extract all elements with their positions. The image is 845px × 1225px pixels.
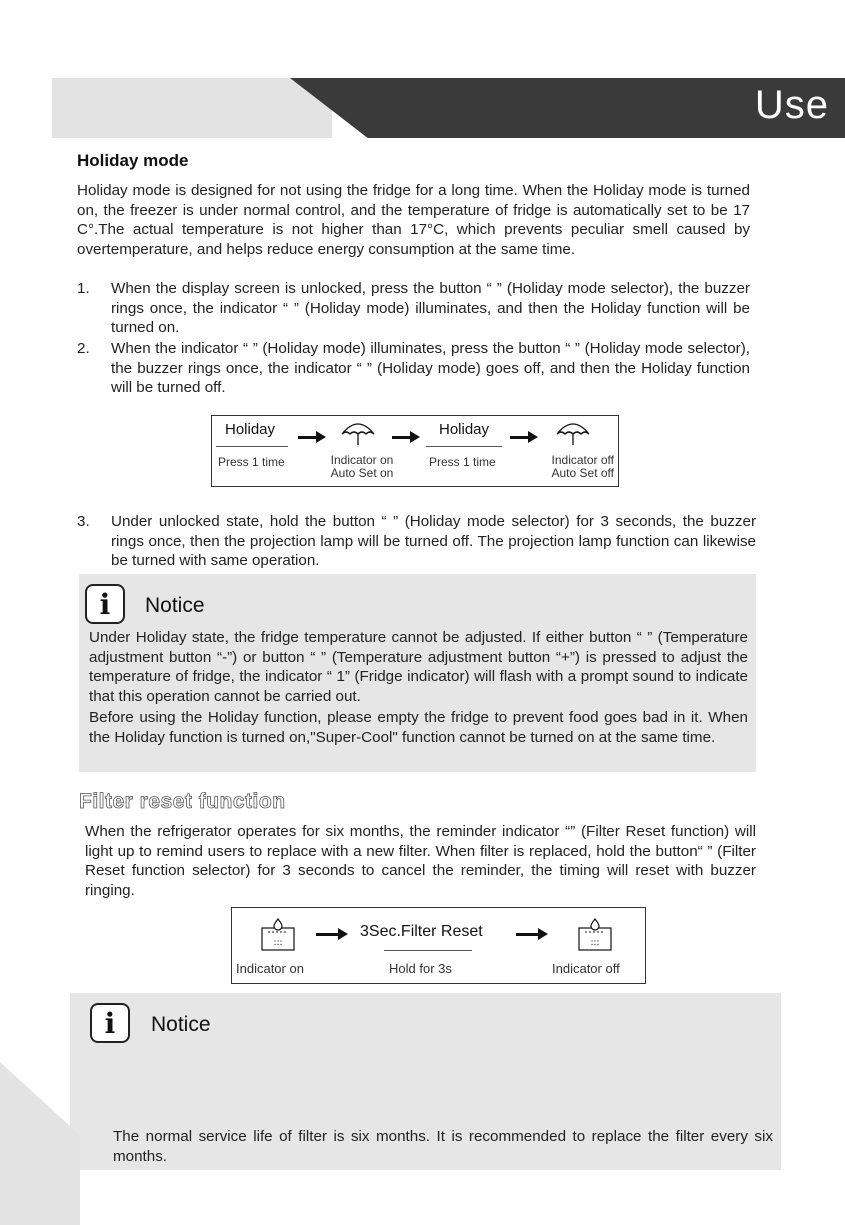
- auto-set-on-text: Auto Set on: [330, 466, 394, 480]
- svg-text::::: :::: [273, 938, 283, 948]
- holiday-intro: Holiday mode is designed for not using the fridge for a long time. When the Holiday mode is turned on, the freezer is under normal control, and the temperature of fridge is automatically set to be 17 C°.The actual temperature is not higher than 17°C, which prevents peculiar smell caused by overtemperature, and helps reduce energy consumption at the same time.: [77, 182, 750, 258]
- arrow-head-icon: [316, 431, 326, 443]
- flow-underline-2: [426, 446, 502, 447]
- holiday-step-1: [77, 279, 750, 338]
- arrow-icon: [510, 436, 530, 439]
- arrow-head-icon: [410, 431, 420, 443]
- filter-indicator-off: Indicator off: [552, 961, 620, 976]
- filter-flow-diagram: [231, 907, 646, 984]
- holiday-flow-diagram: [211, 415, 619, 487]
- filter-hold-label: Hold for 3s: [389, 961, 452, 976]
- umbrella-icon: [555, 416, 591, 446]
- filter-reset-label: 3Sec.Filter Reset: [360, 923, 483, 940]
- step-number: 1.: [77, 280, 90, 297]
- arrow-head-icon: [338, 928, 348, 940]
- arrow-icon: [298, 436, 318, 439]
- notice-title: Notice: [145, 594, 205, 617]
- step-number: 2.: [77, 340, 90, 357]
- notice-title: Notice: [151, 1013, 211, 1036]
- header-banner-light: [52, 78, 332, 138]
- flow-underline-1: [216, 446, 288, 447]
- flow-indicator-off: [530, 454, 614, 480]
- info-icon: i: [85, 584, 125, 624]
- flow-press-label-2: Press 1 time: [429, 455, 496, 469]
- arrow-icon: [316, 933, 340, 936]
- filter-text: When the refrigerator operates for six months, the reminder indicator “” (Filter Reset function) will light up to remind users to replace with a new filter. When filter is replaced, hold the button“ ” (Filter Reset function selector) for 3 seconds to cancel the reminder, the timing will reset with buzzer ringing.: [85, 823, 756, 899]
- section-title: Use: [754, 83, 829, 127]
- arrow-head-icon: [538, 928, 548, 940]
- filter-indicator-icon: [577, 916, 613, 952]
- filter-underline: [384, 950, 472, 951]
- arrow-icon: [516, 933, 540, 936]
- notice-box-filter: [70, 993, 781, 1170]
- step-text: When the display screen is unlocked, press the button “ ” (Holiday mode selector), the buzzer rings once, the indicator “ ” (Holiday mode) illuminates, and then the Holiday function will be turned on.: [111, 280, 750, 336]
- notice-filter-text: The normal service life of filter is six months. It is recommended to replace the filter every six months.: [113, 1128, 773, 1165]
- filter-indicator-icon: [260, 916, 296, 952]
- notice-box-holiday: [79, 574, 756, 772]
- step-number: 3.: [77, 513, 90, 530]
- holiday-heading: Holiday mode: [77, 151, 189, 170]
- auto-set-off-text: Auto Set off: [551, 466, 614, 480]
- svg-text::::: :::: [590, 938, 600, 948]
- filter-indicator-on: Indicator on: [236, 961, 304, 976]
- step-text: When the indicator “ ” (Holiday mode) illuminates, press the button “ ” (Holiday mode selector), the buzzer rings once, the indicator “ ” (Holiday mode) goes off, and then the Holiday function will be turned off.: [111, 340, 750, 396]
- notice-text-2: Before using the Holiday function, please empty the fridge to prevent food goes bad in it. When the Holiday function is turned on,"Super-Cool" function cannot be turned on at the same time.: [89, 709, 748, 746]
- step-text: Under unlocked state, hold the button “ ” (Holiday mode selector) for 3 seconds, the buzzer rings once, then the projection lamp will be turned off. The projection lamp function can likewise be turned with same operation.: [111, 513, 756, 569]
- umbrella-icon: [340, 416, 376, 446]
- notice-text-1: Under Holiday state, the fridge temperature cannot be adjusted. If either button “ ” (Temperature adjustment button “-”) or button “ ” (Temperature adjustment button “+”) is pressed to adjust the temperature of fridge, the indicator “ 1” (Fridge indicator) will flash with a prompt sound to indicate that this operation cannot be carried out.: [89, 629, 748, 705]
- arrow-head-icon: [528, 431, 538, 443]
- flow-holiday-label-1: Holiday: [225, 421, 276, 438]
- flow-indicator-on: [322, 454, 402, 480]
- holiday-step-2: [77, 339, 750, 398]
- info-icon: i: [90, 1003, 130, 1043]
- indicator-on-text: Indicator on: [330, 453, 394, 467]
- arrow-icon: [392, 436, 412, 439]
- corner-decoration: [0, 1062, 80, 1225]
- filter-heading: Filter reset function: [79, 790, 286, 813]
- holiday-step-3: [77, 512, 756, 571]
- flow-holiday-label-2: Holiday: [439, 421, 490, 438]
- flow-press-label-1: Press 1 time: [218, 455, 285, 469]
- indicator-off-text: Indicator off: [551, 453, 614, 467]
